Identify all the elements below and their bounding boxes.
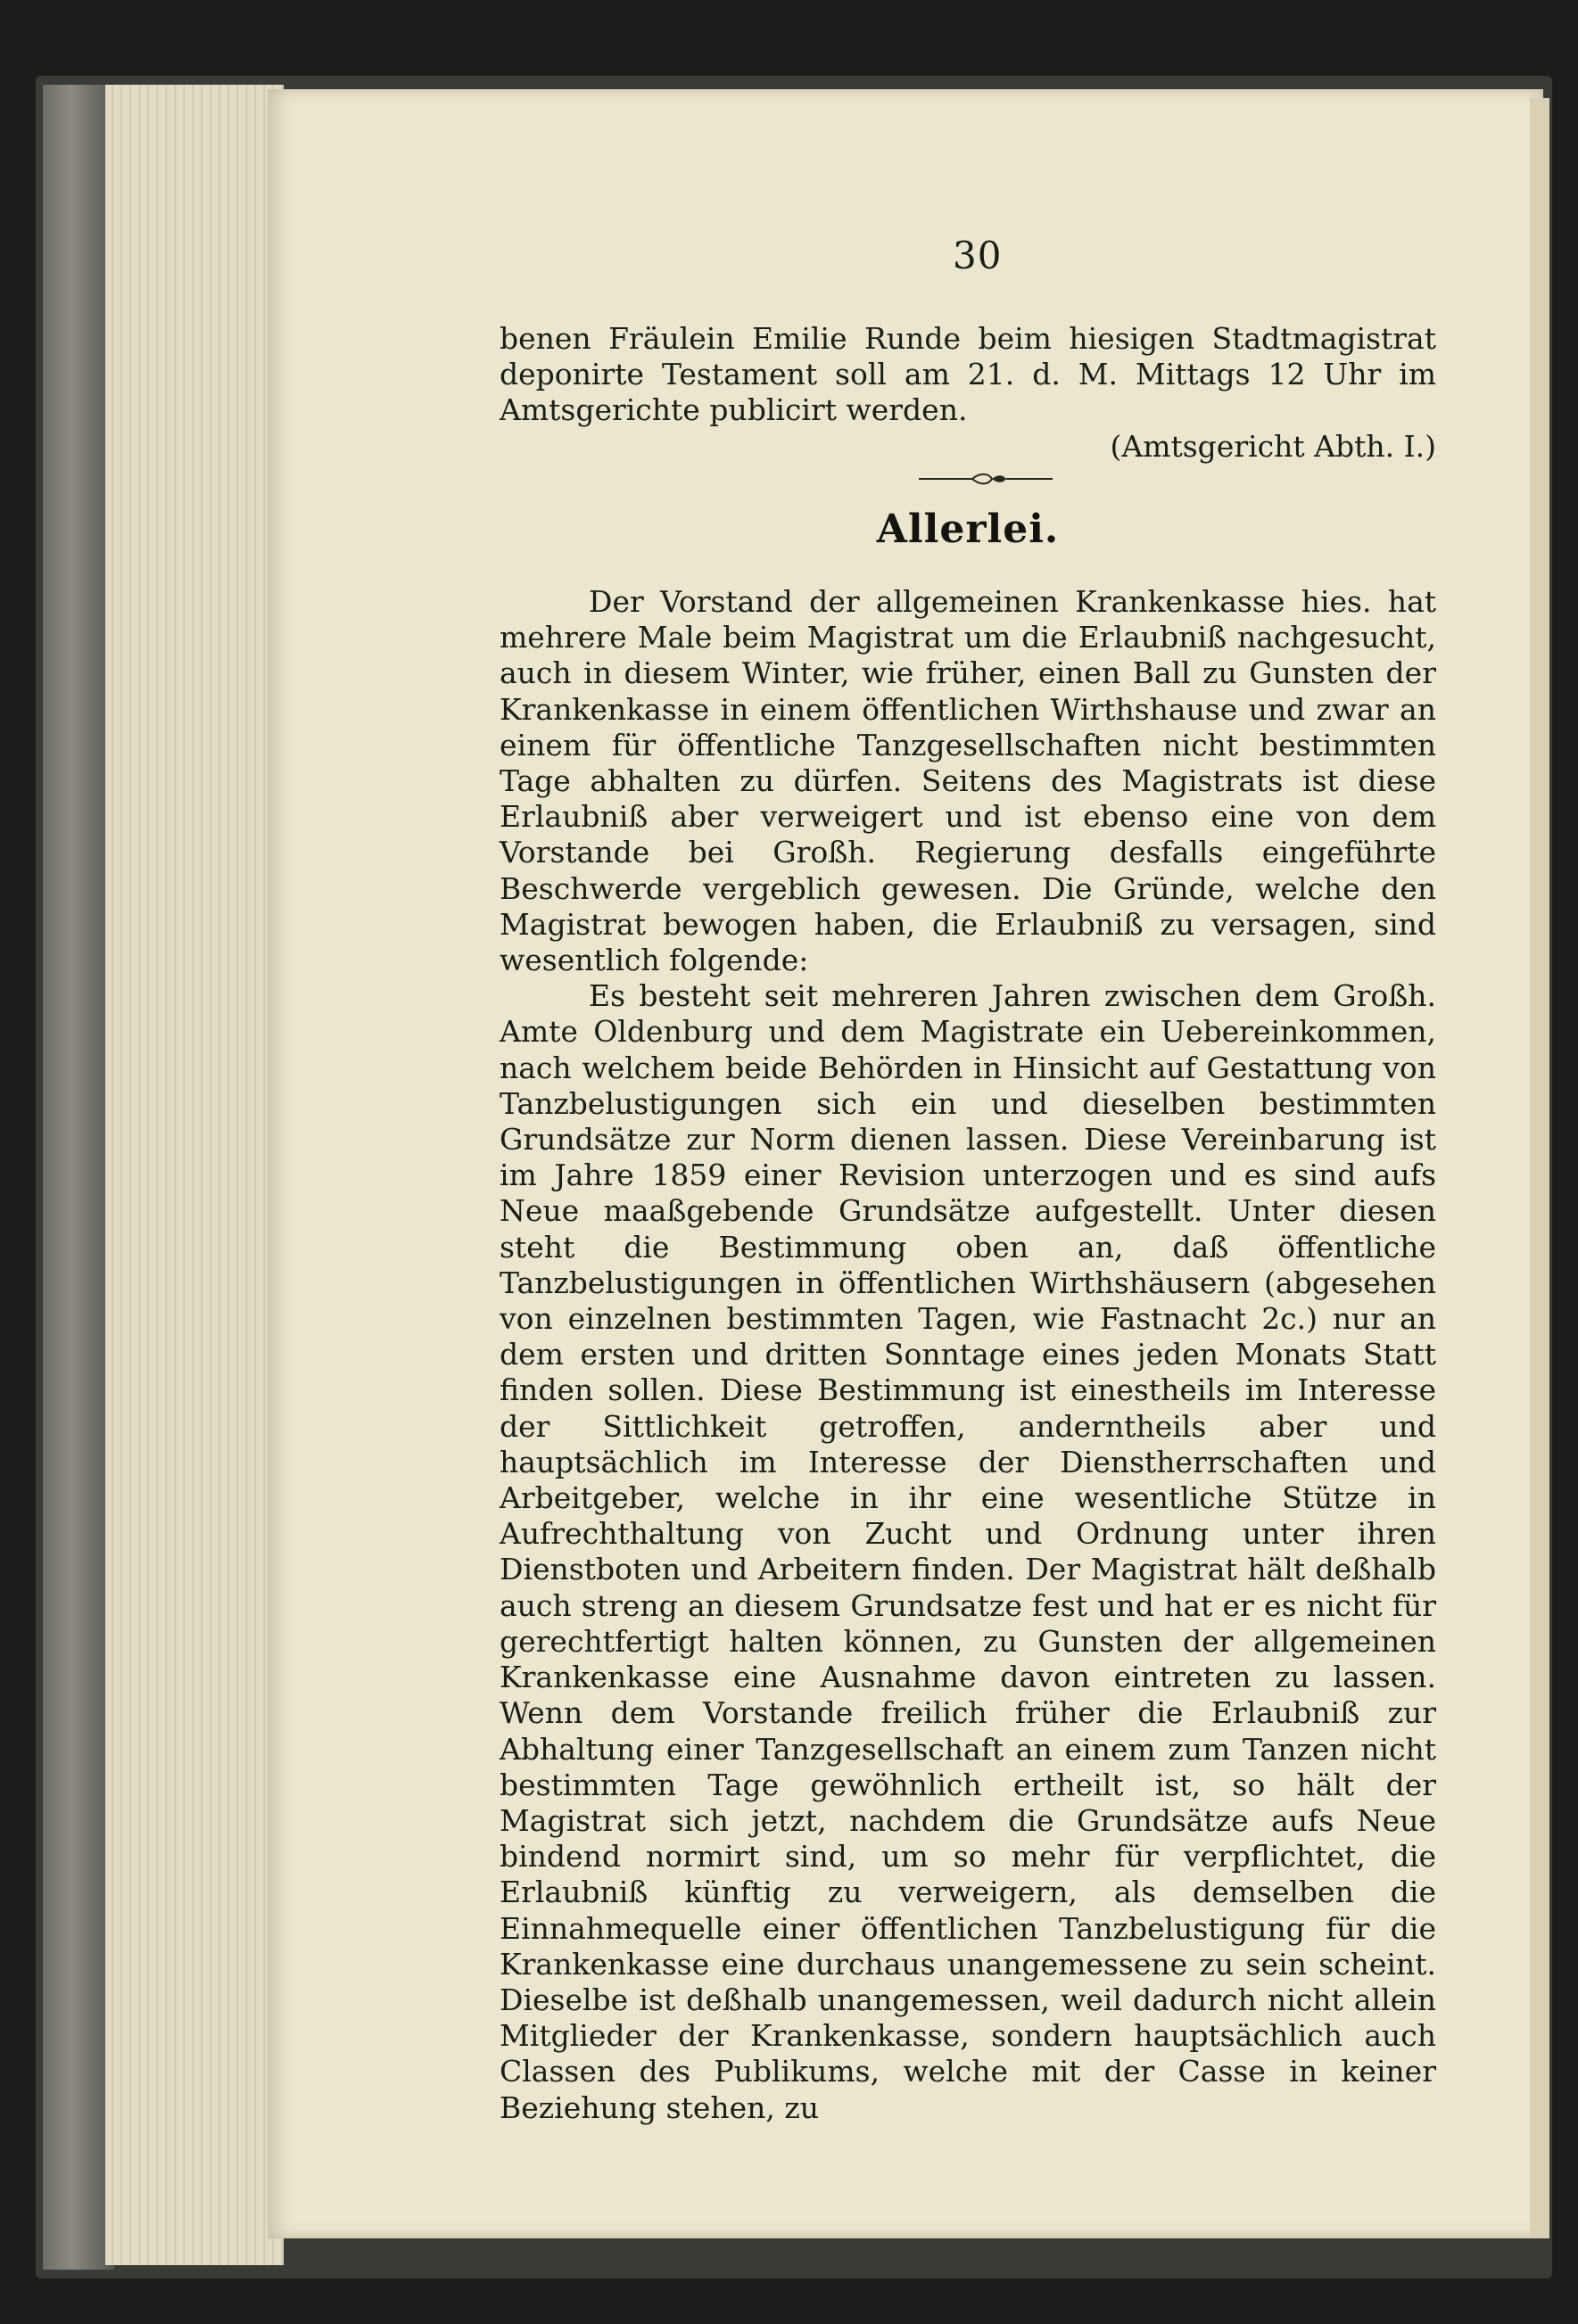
page-number: 30: [953, 234, 1003, 277]
paragraph: Es besteht seit mehreren Jahren zwischen dem Großh. Amte Oldenburg und dem Magistrate ein Uebereinkommen, nach welchem beide Behörden in Hinsicht auf Gestattung von Tanzbelustigungen sich ein und dieselben bestimmten Grundsätze zur Norm dienen lassen. Diese Vereinbarung ist im Jahre 1859 einer Revision unterzogen und es sind aufs Neue maaßgebende Grundsätze aufgestellt. Unter diesen steht die Bestimmung oben an, daß öffentliche Tanzbelustigungen in öffentlichen Wirthshäusern (abgesehen von einzelnen bestimmten Tagen, wie Fastnacht 2c.) nur an dem ersten und dritten Sonntage eines jeden Monats Statt finden sollen. Diese Bestimmung ist einestheils im Interesse der Sittlichkeit getroffen, anderntheils aber und hauptsächlich im Interesse der Dienstherrschaften und Arbeitgeber, welche in ihr eine wesentliche Stütze in Aufrechthaltung von Zucht und Ordnung unter ihren Dienstboten und Arbeitern finden. Der Magistrat hält deßhalb auch streng an diesem Grundsatze fest und hat er es nicht für gerechtfertigt halten können, zu Gunsten der allgemeinen Krankenkasse eine Ausnahme davon eintreten zu lassen. Wenn dem Vorstande freilich früher die Erlaubniß zur Abhaltung einer Tanzgesellschaft an einem zum Tanzen nicht bestimmten Tage gewöhnlich ertheilt ist, so hält der Magistrat sich jetzt, nachdem die Grundsätze aufs Neue bindend normirt sind, um so mehr für verpflichtet, die Erlaubniß künftig zu verweigern, als demselben die Einnahmequelle einer öffentlichen Tanzbelustigung für die Krankenkasse eine durchaus unangemessene zu sein scheint. Dieselbe ist deßhalb unangemessen, weil dadurch nicht allein Mitglieder der Krankenkasse, sondern hauptsächlich auch Classen des Publikums, welche mit der Casse in keiner Beziehung stehen, zu: [500, 978, 1436, 2125]
ornament-divider: [919, 470, 1053, 488]
cover-edge: [43, 85, 114, 2270]
page-right-edge: [1530, 98, 1549, 2238]
top-paragraph-citation: (Amtsgericht Abth. I.): [1110, 428, 1436, 464]
page-stack-edges: [105, 85, 284, 2265]
section-title: Allerlei.: [876, 507, 1060, 552]
top-paragraph: [500, 321, 1436, 465]
paragraph: Der Vorstand der allgemeinen Krankenkasse hies. hat mehrere Male beim Magistrat um die Erlaubniß nachgesucht, auch in diesem Winter, wie früher, einen Ball zu Gunsten der Krankenkasse in einem öffentlichen Wirthshause und zwar an einem für öffentliche Tanzgesellschaften nicht bestimmten Tage abhalten zu dürfen. Seitens des Magistrats ist diese Erlaubniß aber verweigert und ist ebenso eine von dem Vorstande bei Großh. Regierung desfalls eingeführte Beschwerde vergeblich gewesen. Die Gründe, welche den Magistrat bewogen haben, die Erlaubniß zu versagen, sind wesentlich folgende:: [500, 584, 1436, 978]
top-paragraph-text: benen Fräulein Emilie Runde beim hiesigen Stadtmagistrat deponirte Testament soll am 21. d. M. Mittags 12 Uhr im Amtsgerichte publicirt werden.: [500, 321, 1436, 428]
article-body: [500, 584, 1436, 2126]
